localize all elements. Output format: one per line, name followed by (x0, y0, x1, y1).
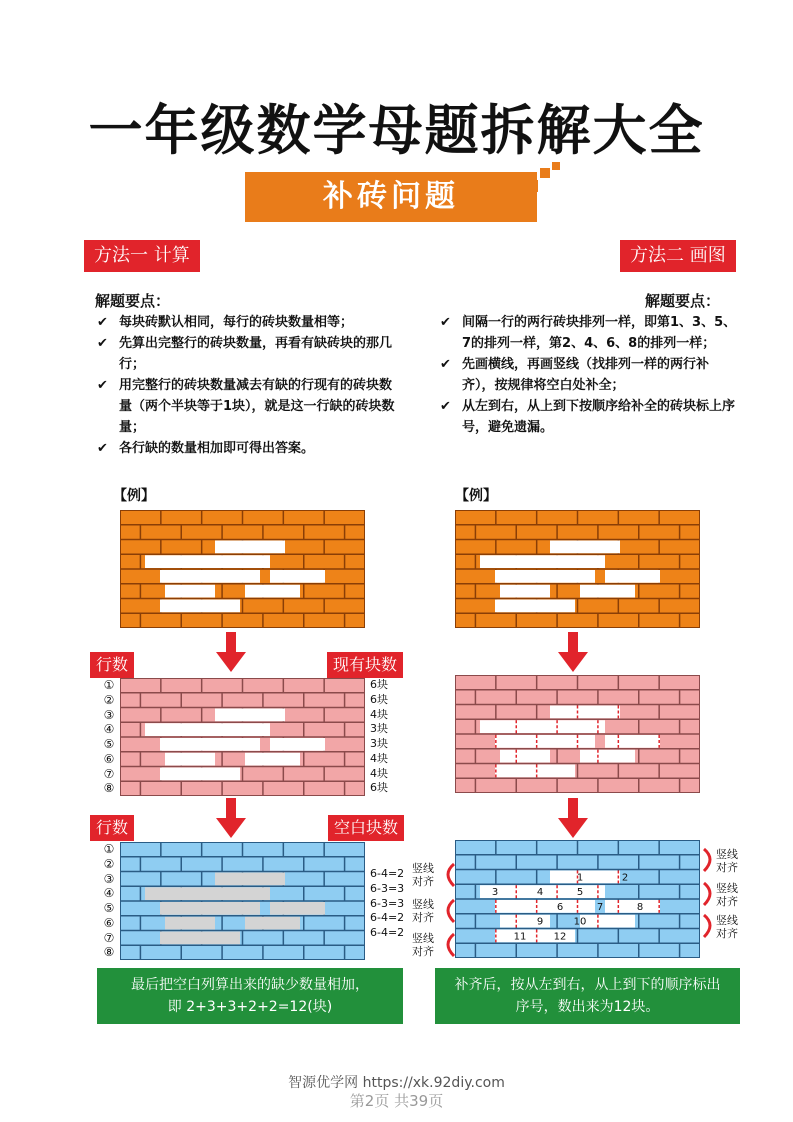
list-item: ✔ 从左到右，从上到下按顺序给补全的砖块标上序号，避免遗漏。 (438, 396, 738, 438)
cell-number: 11 (513, 931, 527, 943)
method1-points (95, 312, 400, 459)
example-label-1: 【例】 (113, 488, 155, 504)
cell-number: 7 (596, 901, 604, 913)
align-note-right-2: 竖线 对齐 (716, 882, 738, 908)
blank-area (270, 738, 325, 751)
align-note-right-3: 竖线 对齐 (716, 914, 738, 940)
check-icon: ✔ (440, 315, 451, 330)
blank-area (550, 871, 620, 884)
blank-count-tag: 空白块数 (328, 815, 404, 841)
row-count-tag: 行数 (90, 652, 134, 678)
blank-area (160, 570, 260, 583)
check-icon: ✔ (440, 357, 451, 372)
blank-area (215, 873, 285, 886)
check-icon: ✔ (440, 399, 451, 414)
method2-heading: 解题要点： (645, 292, 721, 310)
page-title: 一年级数学母题拆解大全 (88, 99, 705, 162)
method1-heading: 解题要点： (95, 292, 171, 310)
align-note-left-1: 竖线 对齐 (412, 862, 434, 888)
brick-wall-pink-left (120, 678, 365, 796)
blank-area (245, 753, 300, 766)
blank-area (145, 555, 270, 568)
topic-banner: 补砖问题 (245, 172, 537, 222)
blank-area (270, 570, 325, 583)
check-icon: ✔ (97, 336, 108, 351)
blank-area (215, 709, 285, 722)
cell-number: 4 (536, 887, 544, 898)
blank-area (550, 706, 620, 719)
down-arrow-icon (216, 632, 246, 674)
check-icon: ✔ (97, 315, 108, 330)
footer-site: 智源优学网 https://xk.92diy.com (288, 1075, 505, 1091)
example-label-2: 【例】 (455, 488, 497, 504)
list-item: ✔ 先算出完整行的砖块数量，再看有缺砖块的那几行； (95, 333, 400, 375)
list-item: ✔ 每块砖默认相同，每行的砖块数量相等； (95, 312, 400, 333)
brick-wall-example-left (120, 510, 365, 628)
blank-area (580, 585, 635, 598)
cell-number: 10 (573, 916, 587, 928)
list-item: ✔ 间隔一行的两行砖块排列一样，即第1、3、5、7的排列一样，第2、4、6、8的排列一样； (438, 312, 738, 354)
blank-area (215, 541, 285, 554)
blank-area (160, 600, 240, 613)
brick-wall-blue-right (455, 840, 700, 958)
blank-area (145, 887, 270, 900)
list-item: ✔ 各行缺的数量相加即可得出答案。 (95, 438, 400, 459)
blank-area (605, 570, 660, 583)
blank-area (160, 738, 260, 751)
row-numbers-pink: ① ② ③ ④ ⑤ ⑥ ⑦ ⑧ (103, 678, 115, 796)
list-item: ✔ 先画横线，再画竖线（找排列一样的两行补齐），按规律将空白处补全； (438, 354, 738, 396)
page-number: 第2页 共39页 (349, 1092, 444, 1110)
align-note-left-2: 竖线 对齐 (412, 898, 434, 924)
blank-area (160, 932, 240, 945)
blank-area (495, 570, 595, 583)
existing-count-column: 6块 6块 4块 3块 3块 4块 4块 6块 (370, 678, 388, 795)
blank-area (495, 735, 595, 748)
brick-wall-blue-left (120, 842, 365, 960)
check-icon: ✔ (97, 378, 108, 393)
blank-area (605, 900, 660, 913)
blank-area (165, 917, 215, 930)
align-note-left-3: 竖线 对齐 (412, 932, 434, 958)
align-note-right-1: 竖线 对齐 (716, 848, 738, 874)
blank-area (495, 600, 575, 613)
blank-area (580, 750, 635, 763)
curved-arrow-icon (700, 845, 718, 945)
blank-area (495, 765, 575, 778)
check-icon: ✔ (97, 441, 108, 456)
pixel-decoration (508, 160, 568, 222)
method2-tag: 方法二 画图 (620, 240, 736, 272)
blank-area (580, 915, 635, 928)
cell-number: 5 (576, 887, 584, 898)
list-item: ✔ 用完整行的砖块数量减去有缺的行现有的砖块数量（两个半块等于1块），就是这一行缺的砖块数量； (95, 375, 400, 438)
blank-area (480, 720, 605, 733)
blank-area (550, 541, 620, 554)
down-arrow-icon (216, 798, 246, 840)
cell-number: 9 (536, 916, 544, 928)
cell-number: 6 (556, 901, 564, 913)
cell-number: 1 (576, 872, 584, 884)
cell-number: 8 (636, 901, 644, 913)
down-arrow-icon (558, 632, 588, 674)
blank-area (605, 735, 660, 748)
row-count-tag: 行数 (90, 815, 134, 841)
blank-area (245, 585, 300, 598)
summary-box-left: 最后把空白列算出来的缺少数量相加， 即 2+3+3+2+2=12(块) (97, 968, 403, 1024)
blank-area (270, 902, 325, 915)
blank-area (480, 555, 605, 568)
blank-area (165, 585, 215, 598)
existing-count-tag: 现有块数 (327, 652, 403, 678)
method1-tag: 方法一 计算 (84, 240, 200, 272)
down-arrow-icon (558, 798, 588, 840)
cell-number: 3 (491, 887, 499, 898)
brick-wall-pink-right (455, 675, 700, 793)
blank-area (500, 585, 550, 598)
blank-area (165, 753, 215, 766)
curved-arrow-icon (440, 860, 458, 960)
blank-area (160, 768, 240, 781)
row-numbers-blue: ① ② ③ ④ ⑤ ⑥ ⑦ ⑧ (103, 842, 115, 960)
blank-area (500, 750, 550, 763)
blank-area (160, 902, 260, 915)
calc-column: 6-4=2 6-3=3 6-3=3 6-4=2 6-4=2 (370, 867, 405, 939)
blank-area (145, 723, 270, 736)
blank-area (495, 900, 595, 913)
cell-number: 12 (553, 931, 567, 943)
cell-number: 2 (621, 872, 629, 884)
brick-wall-example-right (455, 510, 700, 628)
summary-box-right: 补齐后，按从左到右，从上到下的顺序标出 序号，数出来为12块。 (435, 968, 740, 1024)
blank-area (245, 917, 300, 930)
method2-points (438, 312, 738, 438)
